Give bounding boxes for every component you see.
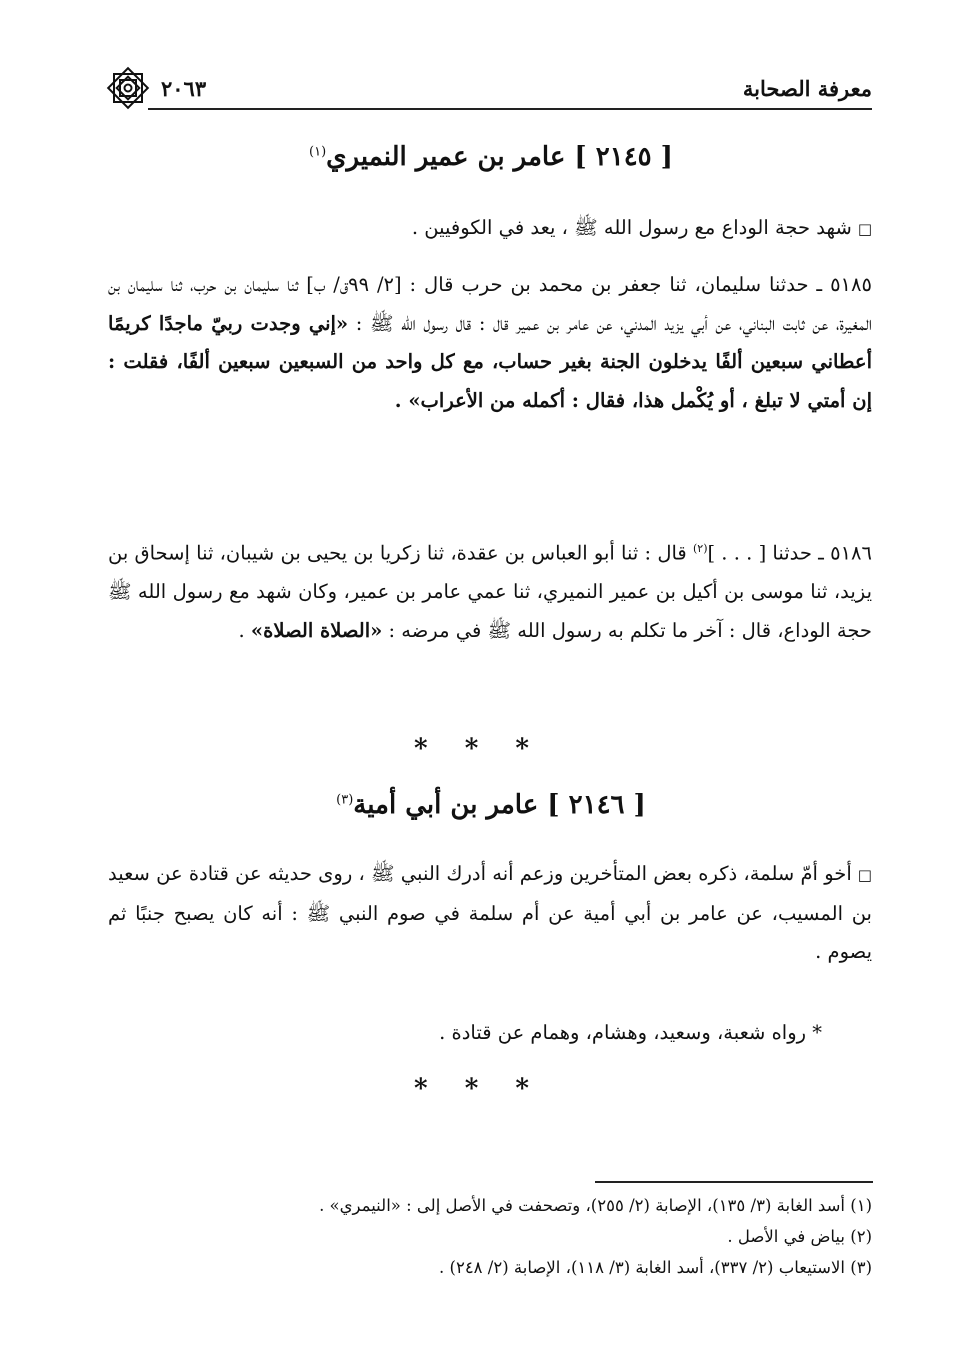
narrators-note: * رواه شعبة، وسعيد، وهشام، وهمام عن قتادة .: [439, 1021, 822, 1044]
entry-title-2146: [110, 790, 872, 820]
hadith-5186-lead: ٥١٨٦ ـ حدثنا [ . . . ]: [707, 541, 872, 565]
footnote-rule: [595, 1181, 873, 1183]
footnote-ref-3: (٣): [336, 792, 354, 808]
box-marker-icon: □: [857, 866, 872, 884]
hadith-5185-text: «إني وجدت ربيّ ماجدًا كريمًا أعطاني سبعين ألفًا يدخلون الجنة بغير حساب، مع كل واحد من السبعين سبعين ألفًا، فقلت : إن أمتي لا تبلغ ، أو يُكْمل هذا، فقال : أكمله من الأعراب» .: [108, 311, 872, 412]
footnotes: [108, 1190, 872, 1283]
hadith-5186-tail: .: [238, 618, 251, 642]
footnote-3: (٣) الاستيعاب (٢/ ٣٣٧)، أسد الغابة (٣/ ١١٨)، الإصابة (٢/ ٢٤٨) .: [439, 1258, 872, 1277]
entry-title-text: [ ٢١٤٦ ] عامر بن أبي أمية: [353, 790, 646, 820]
hadith-5185: [108, 266, 872, 420]
footnote-2: (٢) بياض في الأصل .: [727, 1227, 872, 1246]
hadith-5186-chain: قال : ثنا أبو العباس بن عقدة، ثنا زكريا بن يحيى بن شيبان، ثنا إسحاق بن يزيد، ثنا موسى بن أكيل بن عمير النميري، ثنا عمي عامر بن عمير، وكان شهد مع رسول الله ﷺ حجة الوداع، قال : آخر ما تكلم به رسول الله ﷺ في مرضه :: [108, 541, 872, 642]
box-marker-icon: □: [857, 220, 872, 238]
hadith-5185-chain: ٥١٨٥ ـ حدثنا سليمان، ثنا جعفر بن محمد بن حرب قال : [٢/ ٩٩ق/ ب] ثنا سليمان بن حرب، ثنا سليمان بن المغيرة، عن ثابت البناني، عن أبي يزيد المدني، عن عامر بن عمير قال : قال رسول الله ﷺ :: [108, 273, 872, 335]
page-number-group: [105, 65, 206, 111]
intro-text: شهد حجة الوداع مع رسول الله ﷺ ، يعد في الكوفيين .: [411, 216, 852, 239]
hadith-5186: [108, 530, 872, 650]
hadith-5186-bold: «الصلاة الصلاة»: [250, 618, 383, 642]
footnote-ref-2: (٢): [692, 542, 708, 555]
octagram-ornament-icon: [105, 65, 151, 111]
page-number: ٢٠٦٣: [161, 75, 207, 101]
entry-title-2145: [110, 142, 872, 172]
entry-intro-2146: [108, 855, 872, 972]
entry-intro-2145: [108, 209, 872, 249]
header-rule: [148, 108, 872, 110]
intro-text: أخو أمّ سلمة، ذكره بعض المتأخرين وزعم أنه أدرك النبي ﷺ ، روى حديثه عن قتادة عن سعيد بن المسيب، عن عامر بن أبي أمية عن أم سلمة في صوم النبي ﷺ : أنه كان يصبح جنبًا ثم يصوم .: [108, 862, 872, 963]
footnote-ref-1: (١): [309, 144, 327, 160]
entry-title-text: [ ٢١٤٥ ] عامر بن عمير النميري: [326, 142, 673, 172]
footnote-1: (١) أسد الغابة (٣/ ١٣٥)، الإصابة (٢/ ٢٥٥)، وتصحفت في الأصل إلى : «النيمري» .: [319, 1196, 872, 1215]
running-title: معرفة الصحابة: [742, 75, 872, 101]
page-header: [105, 66, 872, 110]
section-separator-1: * * *: [414, 734, 543, 764]
section-separator-2: * * *: [414, 1074, 543, 1104]
